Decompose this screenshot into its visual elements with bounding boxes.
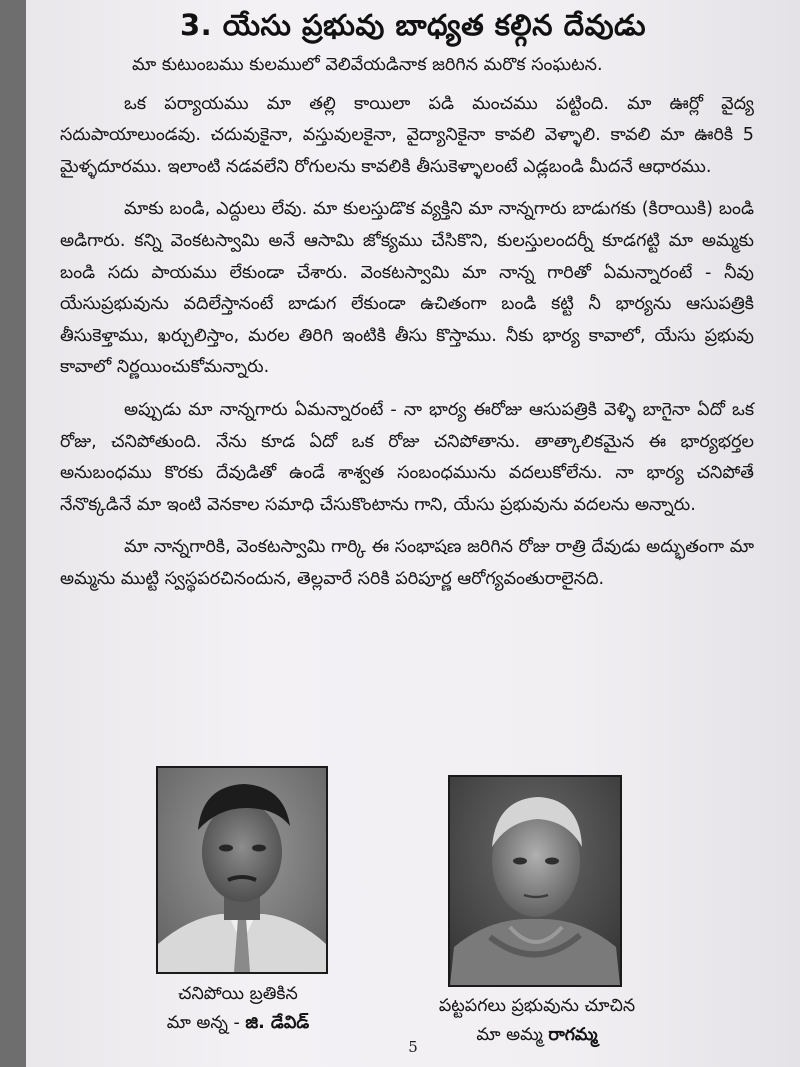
photo-brother-david [156, 766, 328, 974]
caption-left-prefix: మా అన్న - [166, 1013, 240, 1033]
caption-right-name: రాగమ్మ [548, 1025, 598, 1045]
portrait-woman-image [450, 777, 620, 985]
portrait-man-image [158, 768, 326, 972]
caption-left-line1: చనిపోయి బ్రతికిన [178, 984, 298, 1004]
caption-right-prefix: మా అమ్మ [476, 1025, 543, 1045]
paragraph-1: మా కుటుంబము కులములో వెలివేయడినాక జరిగిన మరొక సంఘటన. [132, 55, 603, 75]
paragraph-2: ఒక పర్యాయము మా తల్లి కాయిలా పడి మంచము పట్టింది. మా ఊర్లో వైద్య సదుపాయాలుండవు. చదువుకైనా, వస్తువులకైనా, వైద్యానికైనా కావలి వెళ్ళాలి. కావలి మా ఊరికి 5 మైళ్ళదూరము. ఇలాంటి నడవలేని రోగులను కావలికి తీసుకెళ్ళాలంటే ఎడ్లబండి మీదనే ఆధారము. [60, 93, 754, 177]
caption-left-line2 [118, 1009, 358, 1038]
chapter-title: 3. యేసు ప్రభువు బాధ్యత కల్గిన దేవుడు [179, 8, 647, 42]
page-number: 5 [408, 1038, 418, 1056]
caption-left [118, 980, 358, 1038]
photo-mother-ragamma [448, 775, 622, 987]
document-page [26, 0, 800, 1067]
body-text [60, 50, 754, 607]
caption-right-line1: పట్టపగలు ప్రభువును చూచిన [438, 996, 636, 1016]
paragraph-4: అప్పుడు మా నాన్నగారు ఏమన్నారంటే - నా భార్య ఈరోజు ఆసుపత్రికి వెళ్ళి బాగైనా ఏదో ఒక రోజు, చనిపోతుంది. నేను కూడ ఏదో ఒక రోజు చనిపోతాను. తాత్కాలికమైన ఈ భార్యభర్తల అనుబంధము కొరకు దేవుడితో ఉండే శాశ్వత సంబంధమును వదలుకోలేను. నా భార్య చనిపోతే నేనొక్కడినే మా ఇంటి వెనకాల సమాధి చేసుకొంటాను గాని, యేసు ప్రభువును వదలను అన్నారు. [60, 399, 754, 515]
caption-left-name: జి. డేవిడ్ [245, 1013, 310, 1033]
paragraph-5: మా నాన్నగారికి, వెంకటస్వామి గార్కి ఈ సంభాషణ జరిగిన రోజు రాత్రి దేవుడు అద్భుతంగా మా అమ్మను ముట్టి స్వస్థపరచినందున, తెల్లవారే సరికి పరిపూర్ణ ఆరోగ్యవంతురాలైనది. [60, 537, 754, 589]
paragraph-3: మాకు బండి, ఎద్దులు లేవు. మా కులస్తుడొక వ్యక్తిని మా నాన్నగారు బాడుగకు (కిరాయికి) బండి అడిగారు. కన్ని వెంకటస్వామి అనే ఆసామి జోక్యము చేసికొని, కులస్తులందర్నీ కూడగట్టి మా అమ్మకు బండి సదు పాయము లేకుండా చేశారు. వెంకటస్వామి మా నాన్న గారితో ఏమన్నారంటే - నీవు యేసుప్రభువును వదిలేస్తానంటే బాడుగ లేకుండా ఉచితంగా బండి కట్టి నీ భార్యను ఆసుపత్రికి తీసుకెళ్తాము, ఖర్చులిస్తాం, మరల తిరిగి ఇంటికి తీసు కొస్తాము. నీకు భార్య కావాలో, యేసు ప్రభువు కావాలో నిర్ణయించుకోమన్నారు. [60, 199, 754, 378]
